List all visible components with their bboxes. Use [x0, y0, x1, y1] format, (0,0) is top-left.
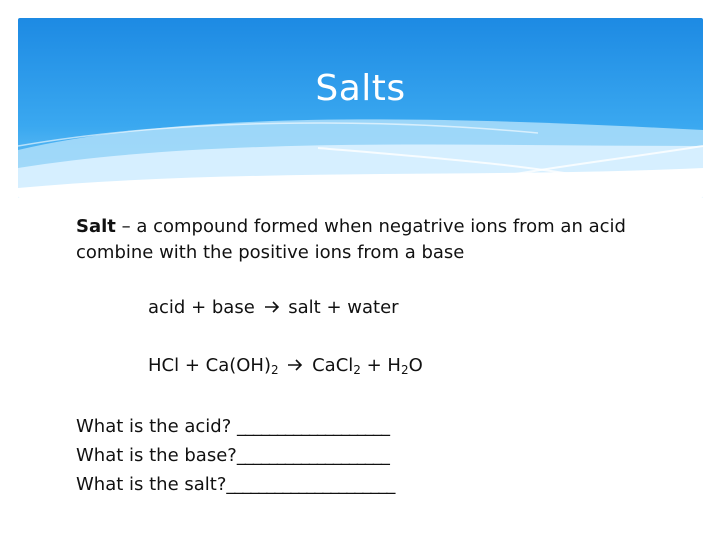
- question-label: What is the acid?: [76, 416, 238, 437]
- question-list: [76, 412, 394, 499]
- water-subscript: 2: [400, 363, 409, 377]
- question-label: What is the salt?: [76, 474, 227, 495]
- right-arrow-icon: [261, 295, 283, 321]
- question-salt: [76, 470, 394, 499]
- salt-subscript: 2: [353, 363, 361, 377]
- answer-blank: ___________________: [237, 416, 390, 437]
- question-base: [76, 441, 394, 470]
- water-oxygen: O: [408, 355, 423, 376]
- question-label: What is the base?: [76, 445, 237, 466]
- reactants-text: acid + base: [148, 297, 255, 318]
- product-formula-salt: CaCl: [312, 355, 354, 376]
- product-formula-water: + H: [360, 355, 401, 376]
- question-acid: [76, 412, 394, 441]
- products-text: salt + water: [288, 297, 399, 318]
- title-banner: [18, 18, 703, 198]
- definition-text: – a compound formed when negatrive ions from an acid combine with the positive ions from a base: [76, 216, 626, 263]
- slide-title: Salts: [315, 68, 406, 109]
- reactant-subscript: 2: [270, 363, 279, 377]
- answer-blank: _____________________: [226, 474, 395, 495]
- answer-blank: ___________________: [236, 445, 389, 466]
- definition-term: Salt: [76, 216, 116, 237]
- word-equation: [148, 295, 399, 321]
- right-arrow-icon: [284, 353, 306, 379]
- chemical-equation: [148, 353, 423, 379]
- definition-paragraph: [76, 214, 676, 266]
- reactant-formula: HCl + Ca(OH): [148, 355, 271, 376]
